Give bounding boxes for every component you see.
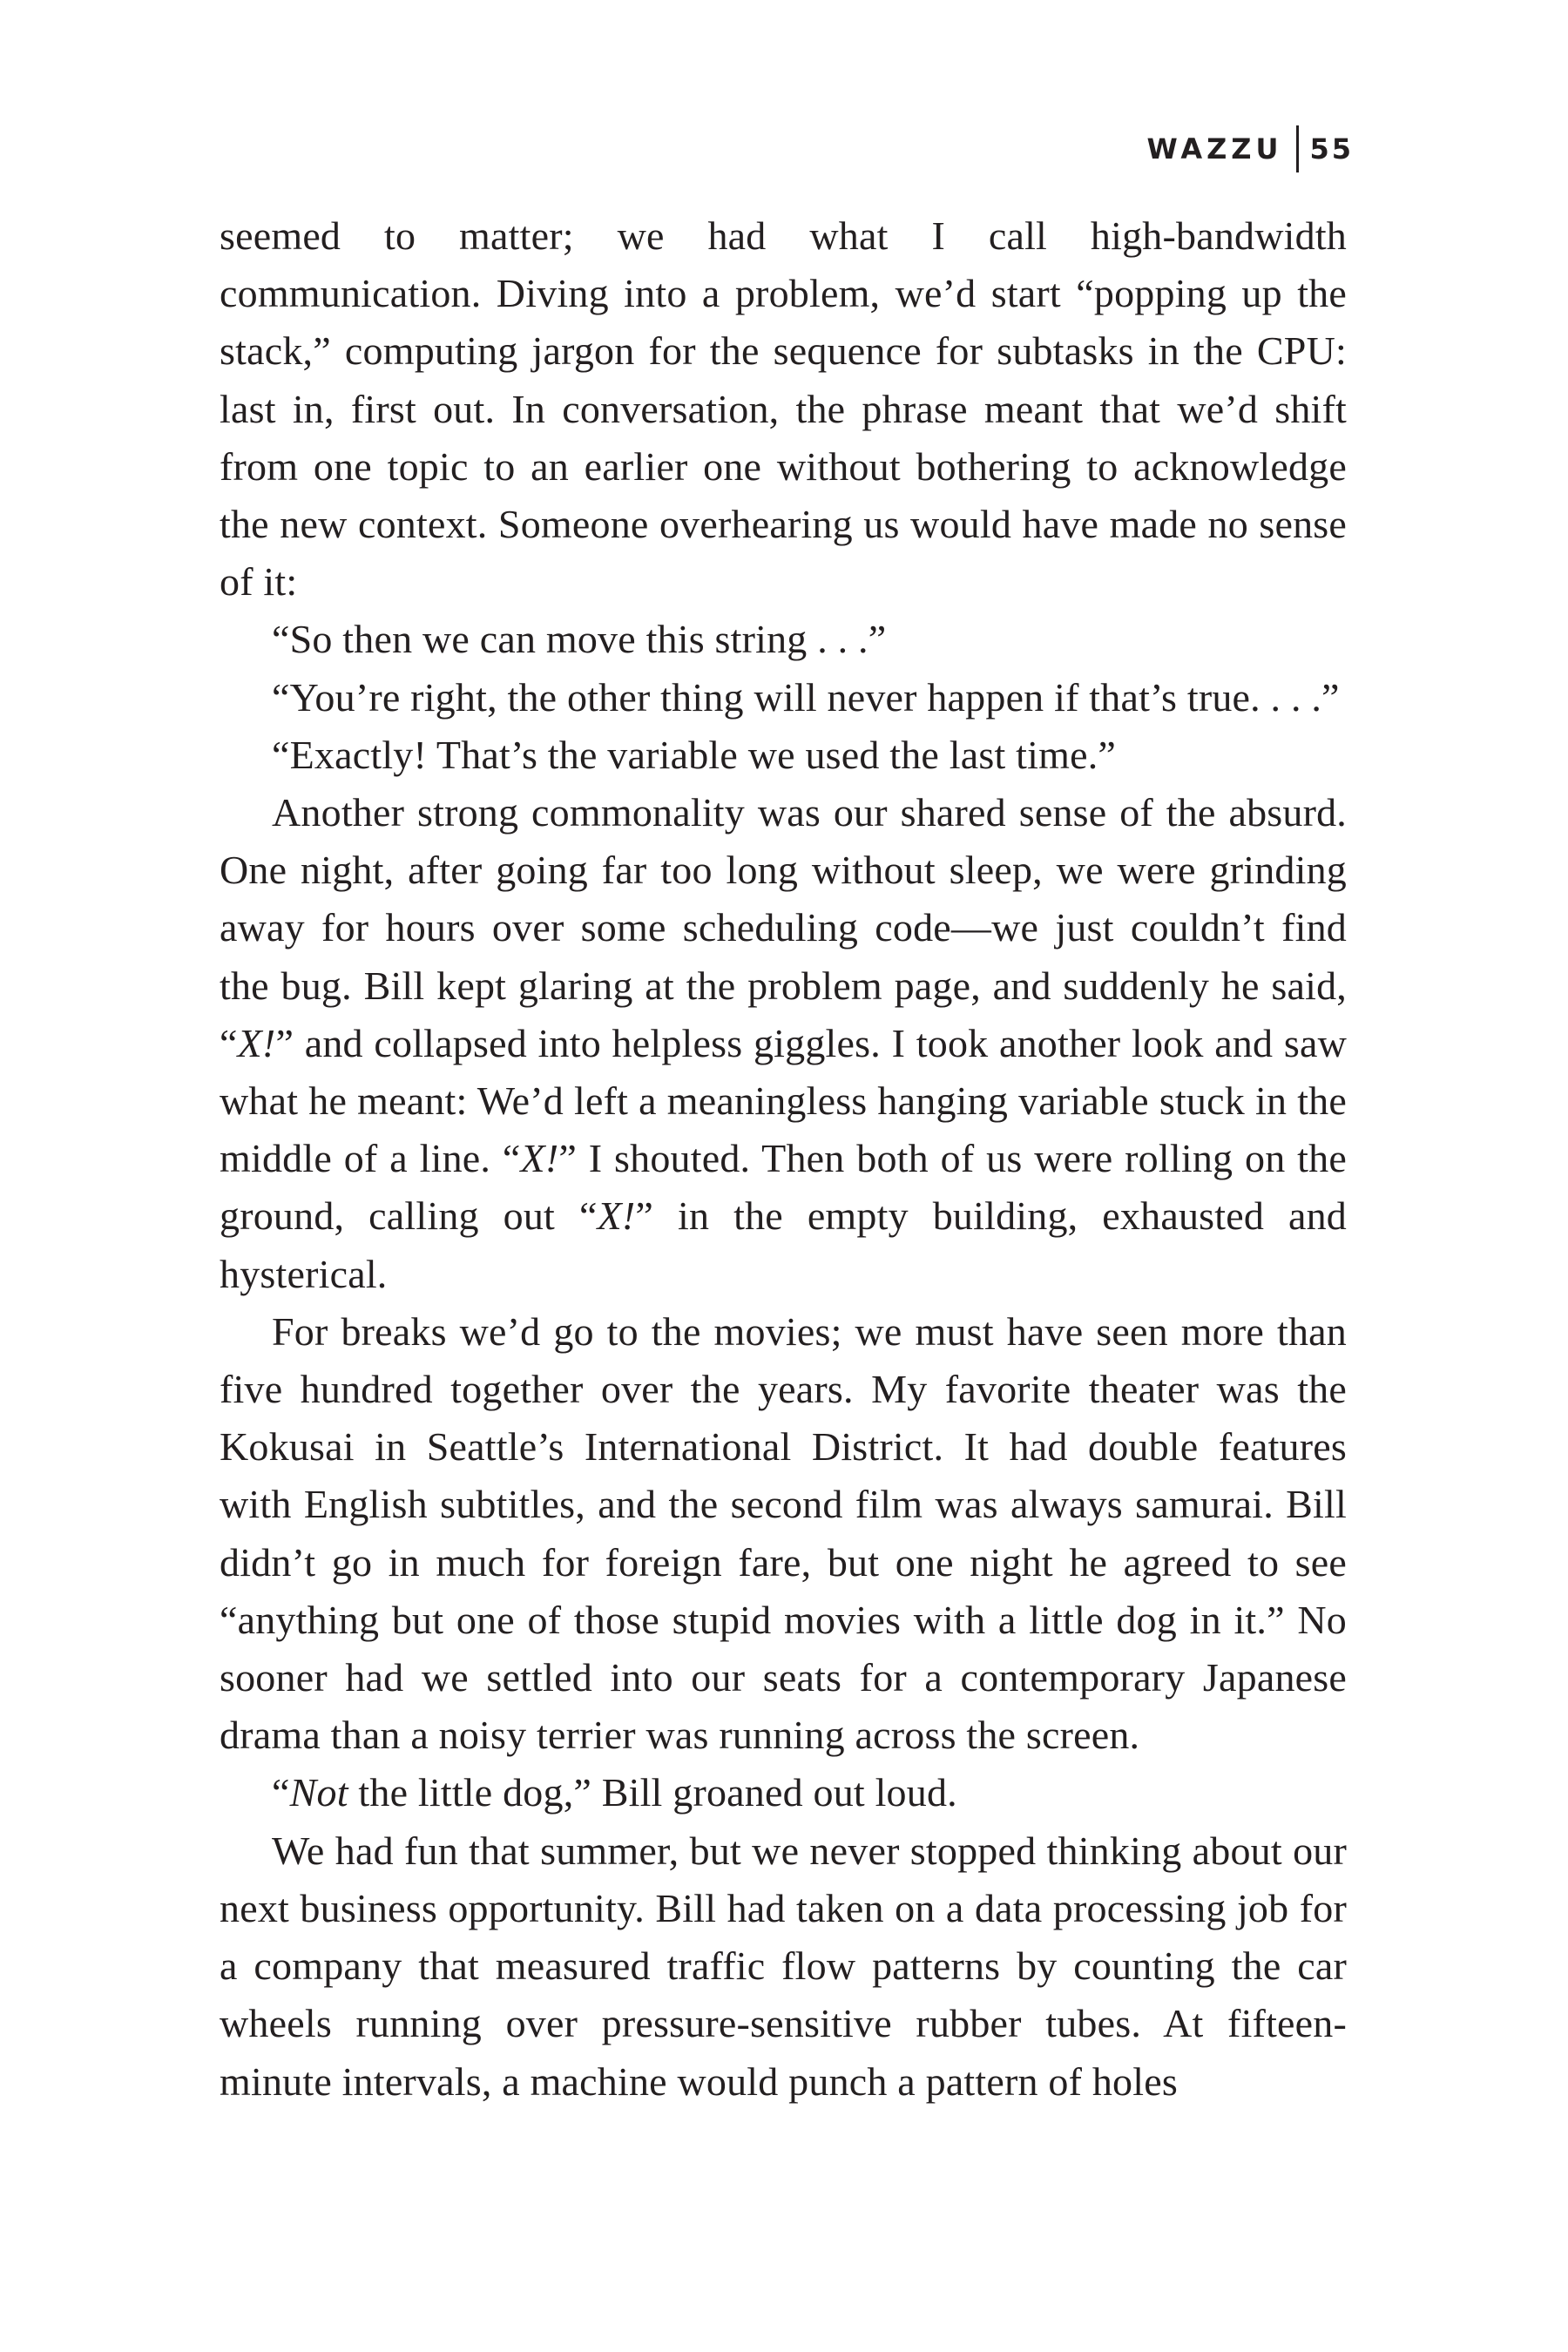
paragraph-2: “So then we can move this string . . .” — [272, 617, 887, 662]
paragraph-5-x-3: X! — [597, 1193, 636, 1239]
paragraph-5-part-d: ” in the empty building, exhausted and hysterical. — [220, 1193, 1347, 1296]
body-text — [220, 207, 1347, 2111]
paragraph-3: “You’re right, the other thing will never happen if that’s true. . . .” — [272, 674, 1340, 720]
paragraph-5-x-1: X! — [237, 1020, 276, 1065]
paragraph-4: “Exactly! That’s the variable we used the last time.” — [272, 732, 1117, 777]
paragraph-7 — [220, 1764, 1347, 1821]
running-head — [1146, 127, 1354, 171]
paragraph-7-rest: the little dog,” Bill groaned out loud. — [348, 1770, 957, 1815]
paragraph-5 — [220, 784, 1347, 1303]
paragraph-1: seemed to matter; we had what I call high-bandwidth communication. Diving into a problem, we’d start “popping up the stack,” computing jargon for the sequence for subtasks in the CPU: last in, first out. In conversation, the phrase meant that we’d shift from one topic to an earlier one without bothering to acknowledge the new context. Someone overhearing us would have made no sense of it: — [220, 213, 1347, 605]
page-number: 55 — [1309, 132, 1354, 166]
paragraph-6: For breaks we’d go to the movies; we must have seen more than five hundred together over the years. My favorite theater was the Kokusai in Seattle’s International District. It had double features with English subtitles, and the second film was always samurai. Bill didn’t go in much for foreign fare, but one night he agreed to see “anything but one of those stupid movies with a little dog in it.” No sooner had we settled into our seats for a contemporary Japanese drama than a noisy terrier was running across the screen. — [220, 1308, 1347, 1758]
paragraph-5-part-b: ” and collapsed into helpless giggles. I took another look and saw what he meant: We’d left a meaningless hanging variable stuck in the middle of a line. “ — [220, 1020, 1347, 1181]
paragraph-8: We had fun that summer, but we never stopped thinking about our next business opportunity. Bill had taken on a data processing job for a company that measured traffic flow patterns by counting the car wheels running over pressure-sensitive rubber tubes. At fifteen-minute intervals, a machine would punch a pattern of holes — [220, 1828, 1347, 2104]
paragraph-7-emphasis: Not — [289, 1770, 348, 1815]
paragraph-7-open-quote: “ — [272, 1770, 290, 1815]
header-divider — [1296, 125, 1299, 172]
paragraph-5-part-a: Another strong commonality was our shared sense of the absurd. One night, after going far too long without sleep, we were grinding away for hours over some scheduling code—we just couldn’t find the bug. Bill kept glaring at the problem page, and suddenly he said, “ — [220, 790, 1347, 1065]
running-title: WAZZU — [1146, 132, 1283, 166]
paragraph-5-x-2: X! — [520, 1136, 559, 1181]
paragraph-5-part-c: ” I shouted. Then both of us were rolling on the ground, calling out “ — [220, 1136, 1347, 1239]
